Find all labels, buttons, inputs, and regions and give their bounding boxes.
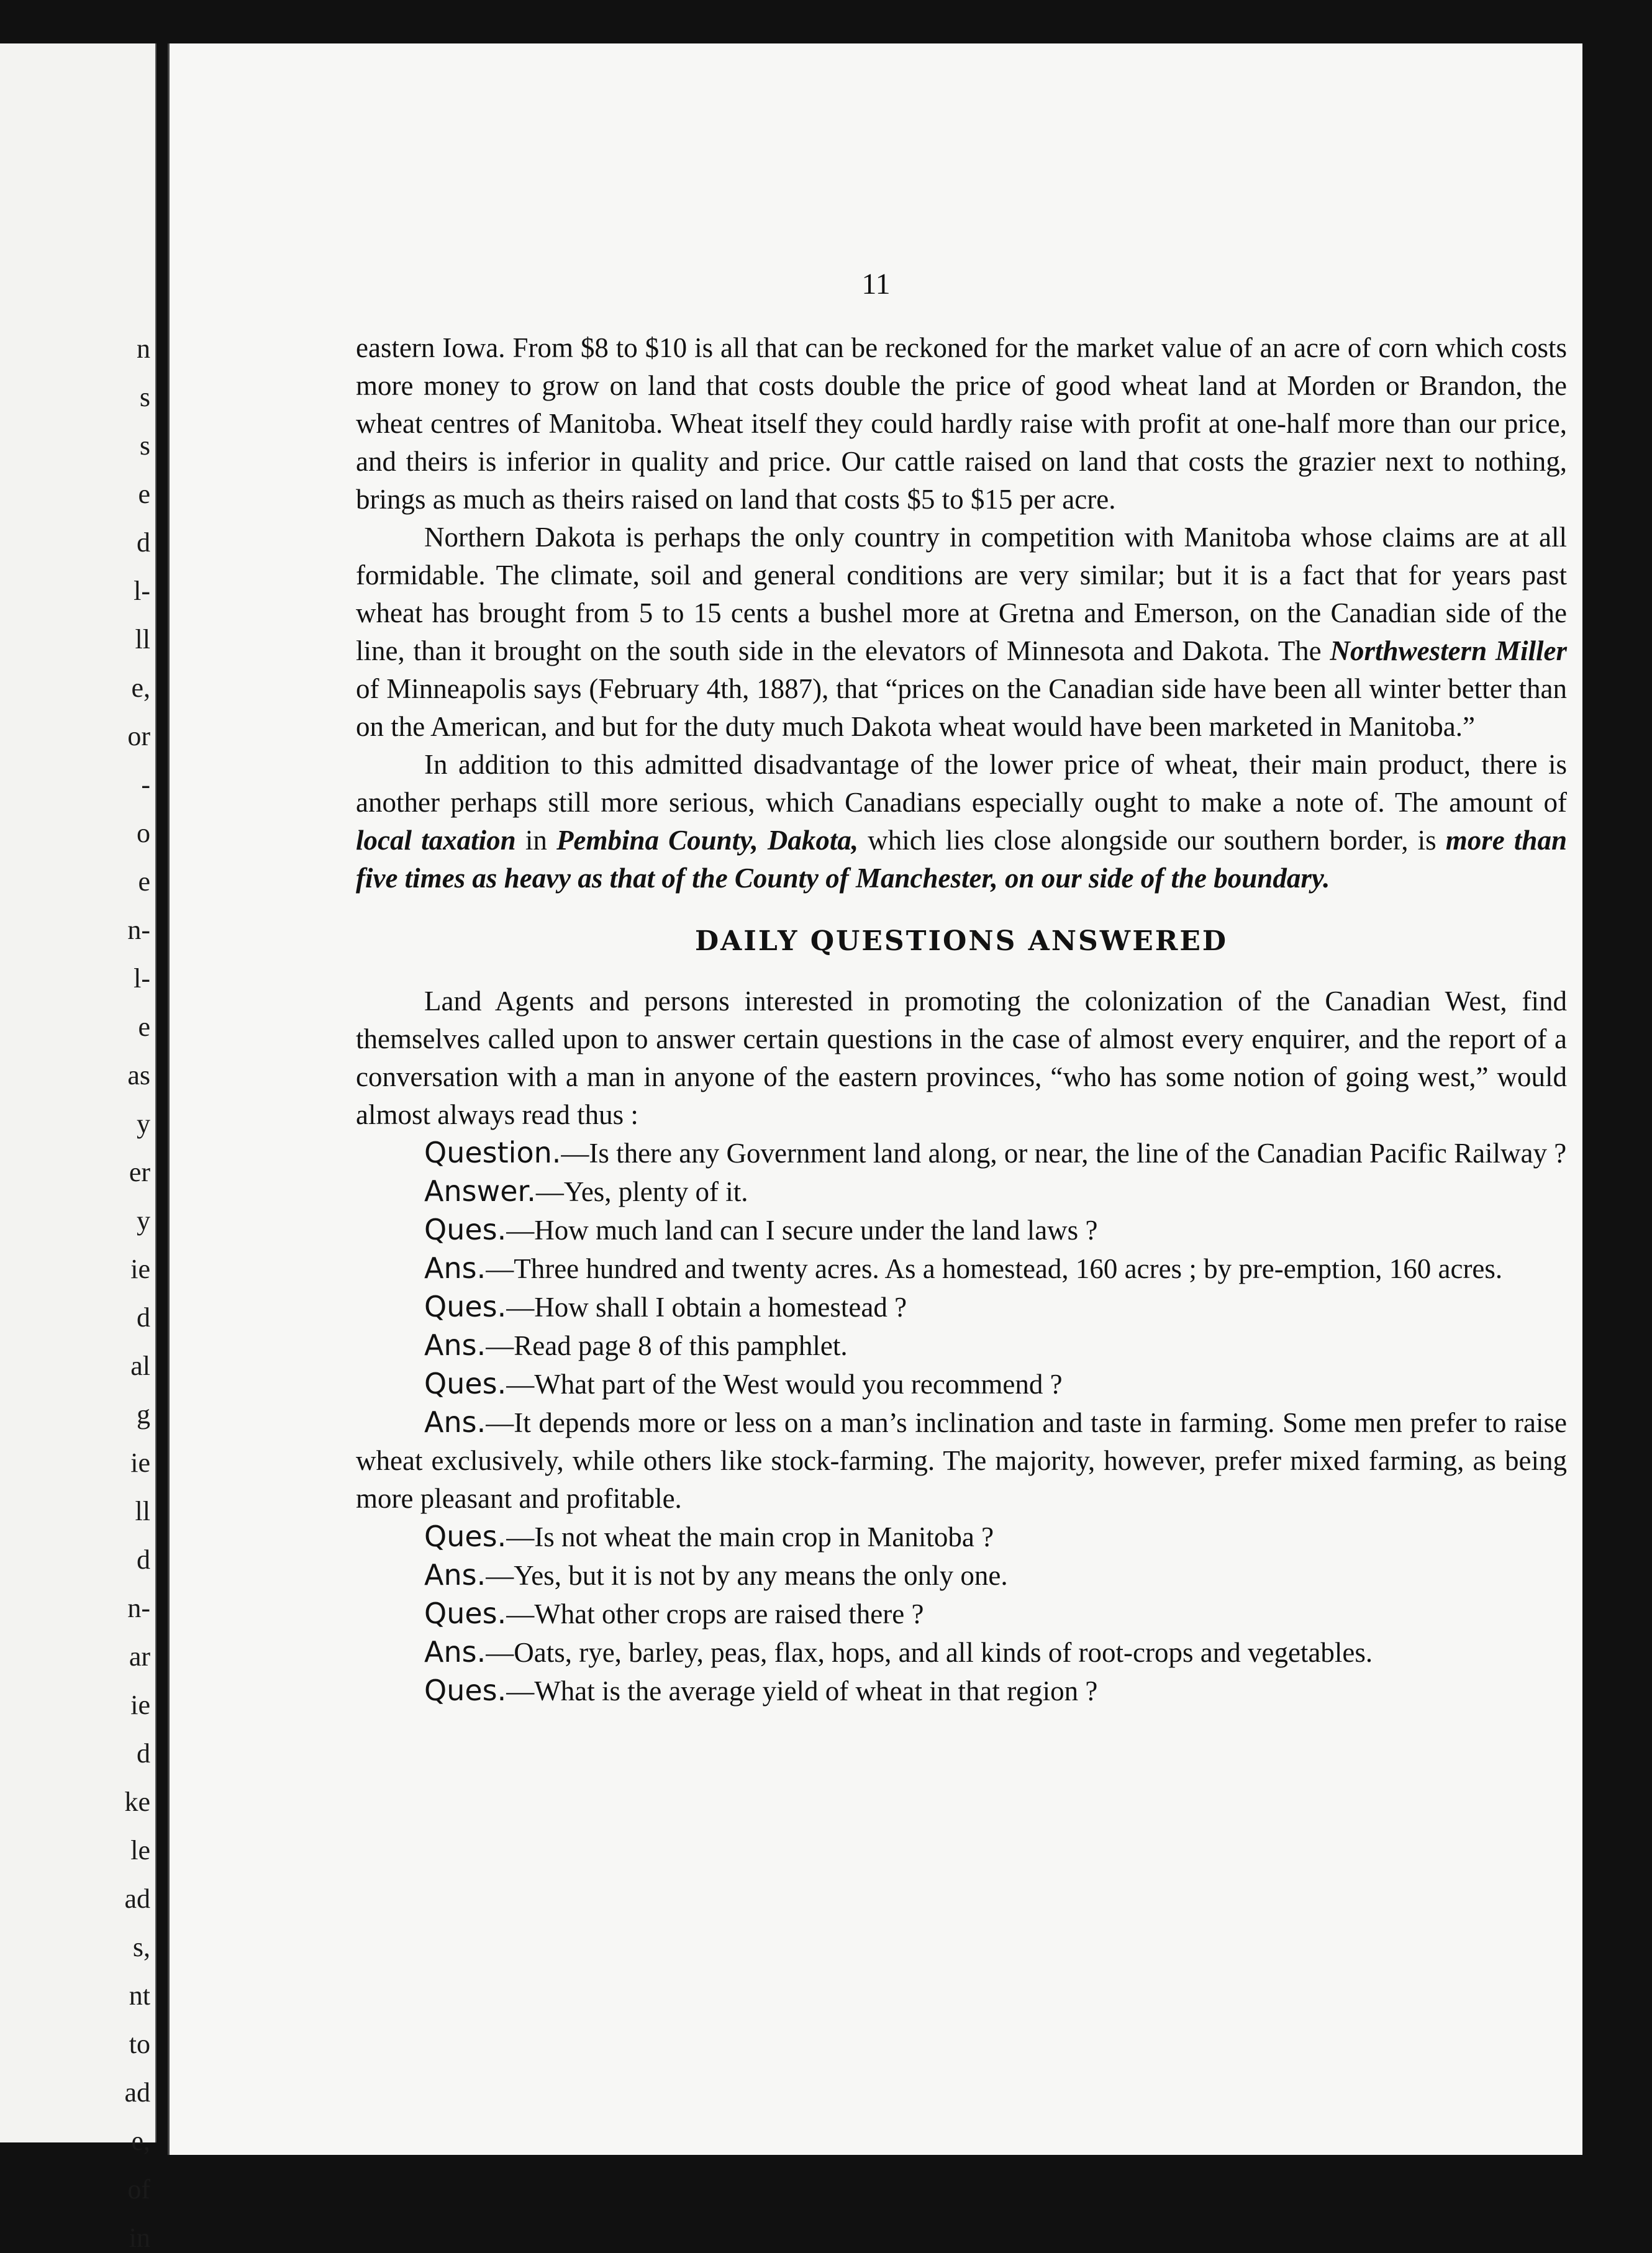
facing-page-fragment: e <box>138 1012 150 1042</box>
qa-text: —Oats, rye, barley, peas, flax, hops, and all kinds of root-crops and vegetables. <box>486 1637 1373 1668</box>
qa-label: Ans. <box>424 1558 486 1592</box>
body-text <box>356 329 1567 1710</box>
facing-page-fragment: n <box>137 333 150 364</box>
qa-entry <box>356 1403 1567 1518</box>
facing-page-fragment: d <box>137 527 150 558</box>
facing-page-fragment: d <box>137 1544 150 1575</box>
facing-page-fragment: n- <box>127 1593 150 1623</box>
qa-text: —What other crops are raised there ? <box>506 1598 924 1630</box>
intro-paragraph: Land Agents and persons interested in promoting the colonization of the Canadian West, find themselves called upon to answer certain questions in the case of almost every enquirer, and the report of a conversation with a man in anyone of the eastern provinces, “who has some notion of going west,” would almost always read thus : <box>356 986 1567 1130</box>
qa-entry <box>356 1172 1567 1211</box>
qa-entry <box>356 1365 1567 1403</box>
qa-text: —Read page 8 of this pamphlet. <box>486 1330 848 1361</box>
facing-page-fragment: g <box>137 1399 150 1430</box>
qa-entry <box>356 1288 1567 1326</box>
facing-page-fragment: e <box>138 479 150 509</box>
facing-page-fragment: n- <box>127 915 150 945</box>
section-heading: DAILY QUESTIONS ANSWERED <box>694 925 1228 957</box>
qa-entry <box>356 1595 1567 1633</box>
facing-page-fragment: ke <box>124 1787 150 1817</box>
facing-page-fragment: of <box>127 2174 150 2205</box>
qa-entry <box>356 1556 1567 1595</box>
facing-page-fragment: ll <box>135 1496 150 1526</box>
qa-entry <box>356 1134 1567 1172</box>
qa-label: Ques. <box>424 1597 507 1630</box>
qa-text: —What is the average yield of wheat in that region ? <box>506 1675 1098 1707</box>
facing-page-fragment: ar <box>129 1641 150 1672</box>
qa-label: Ques. <box>424 1367 507 1400</box>
qa-text: —How shall I obtain a homestead ? <box>506 1292 907 1323</box>
qa-entry <box>356 1518 1567 1556</box>
qa-entry <box>356 1672 1567 1710</box>
facing-page-fragment: o <box>137 818 150 848</box>
qa-text: —Yes, but it is not by any means the only one. <box>486 1560 1008 1591</box>
qa-label: Ans. <box>424 1405 486 1439</box>
facing-page-fragment: ll <box>135 624 150 655</box>
facing-page-fragment: al <box>130 1351 150 1381</box>
facing-page-fragment: s <box>139 382 150 412</box>
facing-page-fragment: ad <box>124 1884 150 1914</box>
facing-page-fragment: to <box>129 2029 150 2059</box>
facing-page-fragment: in <box>129 2223 150 2253</box>
qa-entry <box>356 1326 1567 1365</box>
qa-list <box>356 1134 1567 1710</box>
facing-page-fragment: s, <box>132 1932 150 1962</box>
facing-page-fragment: e, <box>131 2126 150 2156</box>
facing-page-fragment: ie <box>130 1690 150 1720</box>
qa-text: —Three hundred and twenty acres. As a homestead, 160 acres ; by pre-emption, 160 acres. <box>486 1253 1503 1284</box>
facing-page-fragment: l- <box>134 963 150 994</box>
qa-text: —Yes, plenty of it. <box>535 1176 748 1207</box>
facing-page-fragment: ad <box>124 2077 150 2108</box>
facing-page-fragment: nt <box>129 1980 150 2011</box>
paragraph-2: Northern Dakota is perhaps the only country in competition with Manitoba whose claims are at all formidable. The climate, soil and general conditions are very similar; but it is a fact that for years past wheat has brought from 5 to 15 cents a bushel more at Gretna and Emerson, on the Canadian side of the line, than it brought on the south side in the elevators of Minnesota and Dakota. The Northwestern Miller of Minneapolis says (February 4th, 1887), that “prices on the Canadian side have been all winter better than on the American, and but for the duty much Dakota wheat would have been marketed in Manitoba.” <box>356 522 1567 742</box>
qa-label: Ques. <box>424 1674 507 1707</box>
qa-label: Ques. <box>424 1290 507 1323</box>
page-number: 11 <box>861 268 891 301</box>
paragraph-1: eastern Iowa. From $8 to $10 is all that can be reckoned for the market value of an acre of corn which costs more money to grow on land that costs double the price of good wheat land at Morden or Brandon, the wheat centres of Manitoba. Wheat itself they could hardly raise with profit at one-half more than our price, and theirs is inferior in quality and price. Our cattle raised on land that costs the grazier next to nothing, brings as much as theirs raised on land that costs $5 to $15 per acre. <box>356 332 1567 515</box>
facing-page-fragment: l- <box>134 576 150 606</box>
page <box>168 43 1582 2155</box>
qa-label: Ques. <box>424 1213 507 1246</box>
qa-text: —How much land can I secure under the land laws ? <box>506 1215 1098 1246</box>
facing-page-edge <box>0 43 157 2253</box>
facing-page-fragment: - <box>141 769 150 800</box>
qa-entry <box>356 1211 1567 1249</box>
facing-page-fragment: e <box>138 866 150 897</box>
facing-page-fragment: d <box>137 1302 150 1333</box>
facing-page-fragment: y <box>137 1108 150 1139</box>
qa-label: Question. <box>424 1136 561 1169</box>
qa-entry <box>356 1249 1567 1288</box>
facing-page-fragment: d <box>137 1738 150 1769</box>
facing-page-fragment: e, <box>131 673 150 703</box>
qa-entry <box>356 1633 1567 1672</box>
qa-text: —Is there any Government land along, or near, the line of the Canadian Pacific Railway ? <box>561 1138 1567 1169</box>
qa-label: Answer. <box>424 1174 536 1208</box>
qa-text: —It depends more or less on a man’s inclination and taste in farming. Some men prefer to raise wheat exclusively, while others like stock-farming. The majority, however, prefer mixed farming, as being more pleasant and profitable. <box>356 1407 1567 1514</box>
facing-page-fragment: ie <box>130 1448 150 1478</box>
facing-page-fragment: y <box>137 1205 150 1236</box>
facing-page-fragment: as <box>127 1060 150 1090</box>
paragraph-3: In addition to this admitted disadvantage of the lower price of wheat, their main product, there is another perhaps still more serious, which Canadians especially ought to make a note of. The amount of local taxation in Pembina County, Dakota, which lies close alongside our southern border, is more than five times as heavy as that of the County of Manchester, on our side of the boundary. <box>356 749 1567 894</box>
facing-page-fragment: or <box>127 721 150 751</box>
facing-page-fragment: ie <box>130 1254 150 1284</box>
qa-label: Ans. <box>424 1328 486 1362</box>
qa-text: —What part of the West would you recommend ? <box>506 1369 1063 1400</box>
qa-label: Ans. <box>424 1635 486 1669</box>
facing-page-fragment: er <box>129 1157 150 1187</box>
qa-label: Ques. <box>424 1520 507 1553</box>
facing-page-fragment: le <box>130 1835 150 1865</box>
qa-label: Ans. <box>424 1251 486 1285</box>
qa-text: —Is not wheat the main crop in Manitoba ? <box>506 1521 994 1553</box>
facing-page-fragment: s <box>139 430 150 461</box>
